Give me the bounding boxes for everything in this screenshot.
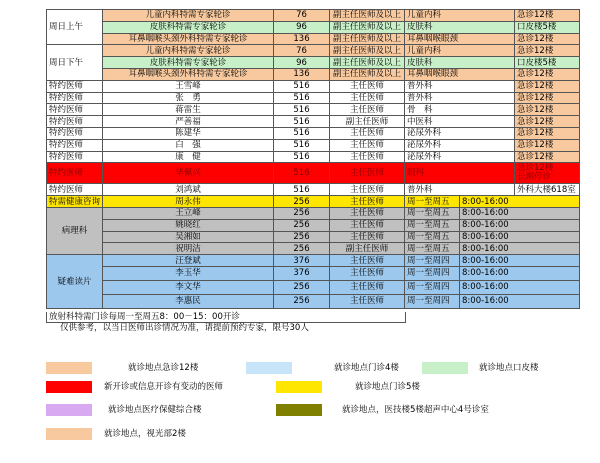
- dept-cell: 皮肤科特需专家轮诊: [103, 57, 274, 69]
- fee-cell: 256: [274, 231, 330, 243]
- service-cell: 普外科: [405, 184, 515, 196]
- days-cell: 周一至周五: [405, 196, 460, 208]
- title-cell: 副主任医师及以上: [330, 68, 405, 80]
- fee-cell: 516: [274, 92, 330, 104]
- doctor-cell: 王雪峰: [103, 80, 274, 92]
- days-cell: 周一至周四: [405, 255, 460, 267]
- session-cell: 特约医师: [47, 163, 103, 184]
- days-cell: 周一至周四: [405, 266, 460, 280]
- legend-swatch: [276, 404, 322, 416]
- table-row: [47, 196, 580, 208]
- service-cell: 耳鼻咽喉眼颈: [405, 68, 515, 80]
- session-cell: 特约医师: [47, 104, 103, 116]
- doctor-cell: 陈建华: [103, 127, 274, 139]
- session-cell: 周日上午: [47, 10, 103, 45]
- table-row: [47, 33, 580, 45]
- fee-cell: 96: [274, 21, 330, 33]
- table-row: [47, 231, 580, 243]
- title-cell: 副主任医师及以上: [330, 45, 405, 57]
- place-cell: 急诊12楼: [515, 127, 580, 139]
- fee-cell: 256: [274, 243, 330, 255]
- table-row: [47, 255, 580, 267]
- table-row: [47, 116, 580, 128]
- title-cell: 副主任医师: [330, 116, 405, 128]
- doctor-cell: 严善福: [103, 116, 274, 128]
- service-cell: 普外科: [405, 92, 515, 104]
- legend-label: 就诊地点，视光部2楼: [104, 429, 186, 439]
- place-cell: [515, 163, 580, 184]
- time-cell: 8:00-16:00: [460, 280, 580, 294]
- fee-cell: 256: [274, 219, 330, 231]
- table-row: [47, 92, 580, 104]
- doctor-cell: 张 勇: [103, 92, 274, 104]
- doctor-cell: 周永伟: [103, 196, 274, 208]
- doctor-cell: 白 强: [103, 139, 274, 151]
- table-row: [47, 127, 580, 139]
- title-cell: 主任医师: [330, 207, 405, 219]
- time-cell: 8:00-16:00: [460, 231, 580, 243]
- fee-cell: 96: [274, 57, 330, 69]
- place-cell: 急诊12楼: [515, 92, 580, 104]
- title-cell: 主任医师: [330, 219, 405, 231]
- place-cell: 急诊12楼: [515, 80, 580, 92]
- dept-cell: 儿童内科特需专家轮诊: [103, 45, 274, 57]
- service-cell: 中医科: [405, 116, 515, 128]
- doctor-cell: 祝明洁: [103, 243, 274, 255]
- fee-cell: 516: [274, 116, 330, 128]
- title-cell: 主任医师: [330, 231, 405, 243]
- title-cell: 副主任医师及以上: [330, 33, 405, 45]
- fee-cell: 256: [274, 196, 330, 208]
- fee-cell: 376: [274, 255, 330, 267]
- time-cell: 8:00-16:00: [460, 294, 580, 308]
- time-cell: 8:00-16:00: [460, 207, 580, 219]
- table-row: [47, 266, 580, 280]
- place-cell: 口皮楼5楼: [515, 57, 580, 69]
- doctor-cell: 华佩兴: [103, 163, 274, 184]
- title-cell: 主任医师: [330, 196, 405, 208]
- service-cell: 普外科: [405, 80, 515, 92]
- radiology-note: 放射科特需门诊每周一至周五8：00－15：00开诊: [46, 312, 406, 323]
- legend-label: 就诊地点口皮楼: [479, 363, 539, 373]
- table-row: [47, 163, 580, 184]
- table-row: [47, 139, 580, 151]
- doctor-cell: 王立峰: [103, 207, 274, 219]
- fee-cell: 256: [274, 207, 330, 219]
- service-cell: 儿童内科: [405, 10, 515, 22]
- legend-swatch: [46, 362, 92, 374]
- fee-cell: 516: [274, 163, 330, 184]
- dept-cell: 皮肤科特需专家轮诊: [103, 21, 274, 33]
- title-cell: 主任医师: [330, 280, 405, 294]
- table-row: [47, 207, 580, 219]
- days-cell: 周一至周四: [405, 280, 460, 294]
- doctor-cell: 康 健: [103, 151, 274, 163]
- doctor-cell: 姚晓红: [103, 219, 274, 231]
- fee-cell: 516: [274, 127, 330, 139]
- title-cell: 主任医师: [330, 92, 405, 104]
- title-cell: 主任医师: [330, 127, 405, 139]
- table-row: [47, 21, 580, 33]
- legend-swatch: [276, 381, 322, 393]
- legend-swatch: [46, 428, 92, 440]
- service-cell: 儿童内科: [405, 45, 515, 57]
- schedule-table: [46, 9, 580, 309]
- session-cell: 特需健康咨询: [47, 196, 103, 208]
- doctor-cell: 汪登斌: [103, 255, 274, 267]
- table-row: [47, 294, 580, 308]
- table-row: [47, 10, 580, 22]
- days-cell: 周一至周五: [405, 243, 460, 255]
- table-row: [47, 280, 580, 294]
- doctor-cell: 李文华: [103, 280, 274, 294]
- title-cell: 主任医师: [330, 294, 405, 308]
- legend-swatch: [46, 404, 92, 416]
- fee-cell: 376: [274, 266, 330, 280]
- title-cell: 副主任医师及以上: [330, 57, 405, 69]
- place-cell: 急诊12楼: [515, 10, 580, 22]
- days-cell: 周一至周四: [405, 294, 460, 308]
- title-cell: 主任医师: [330, 255, 405, 267]
- service-cell: 皮肤科: [405, 57, 515, 69]
- session-cell: 特约医师: [47, 92, 103, 104]
- title-cell: 主任医师: [330, 184, 405, 196]
- place-cell: 急诊12楼: [515, 68, 580, 80]
- doctor-cell: 李惠民: [103, 294, 274, 308]
- time-cell: 8:00-16:00: [460, 255, 580, 267]
- place-cell: 急诊12楼: [515, 151, 580, 163]
- days-cell: 周一至周五: [405, 219, 460, 231]
- place-cell: 急诊12楼: [515, 139, 580, 151]
- service-cell: 骨 科: [405, 104, 515, 116]
- legend-label: 就诊地点门诊4楼: [334, 363, 399, 373]
- disclaimer-note: 仅供参考，以当日医师出诊情况为准，请提前预约专家，限号30人: [60, 323, 309, 333]
- service-cell: 泌尿外科: [405, 127, 515, 139]
- time-cell: 8:00-16:00: [460, 219, 580, 231]
- table-row: [47, 243, 580, 255]
- title-cell: 主任医师: [330, 104, 405, 116]
- title-cell: 副主任医师及以上: [330, 21, 405, 33]
- fee-cell: 516: [274, 80, 330, 92]
- fee-cell: 516: [274, 139, 330, 151]
- service-cell: 皮肤科: [405, 21, 515, 33]
- place-cell: 外科大楼618室: [515, 184, 580, 196]
- title-cell: 副主任医师: [330, 243, 405, 255]
- legend-swatch: [246, 362, 292, 374]
- place-cell: 急诊12楼: [515, 116, 580, 128]
- fee-cell: 76: [274, 45, 330, 57]
- fee-cell: 136: [274, 68, 330, 80]
- days-cell: 周一至周五: [405, 231, 460, 243]
- place-cell: 口皮楼5楼: [515, 21, 580, 33]
- title-cell: 主任医师: [330, 80, 405, 92]
- table-row: [47, 80, 580, 92]
- legend-label: 新开诊或信息开诊有变动的医师: [104, 382, 224, 392]
- place-line: 急诊12楼: [517, 163, 554, 174]
- place-cell: 急诊12楼: [515, 104, 580, 116]
- legend-swatch: [46, 381, 92, 393]
- legend-swatch: [422, 362, 468, 374]
- table-row: [47, 219, 580, 231]
- fee-cell: 516: [274, 151, 330, 163]
- doctor-cell: 刘鸿斌: [103, 184, 274, 196]
- table-row: [47, 68, 580, 80]
- time-cell: 8:00-16:00: [460, 266, 580, 280]
- dept-cell: 耳鼻咽喉头颈外科特需专家轮诊: [103, 68, 274, 80]
- legend-label: 就诊地点，医技楼5楼超声中心4号诊室: [342, 405, 489, 415]
- doctor-cell: 吴湘如: [103, 231, 274, 243]
- table-row: [47, 57, 580, 69]
- title-cell: 主任医师: [330, 139, 405, 151]
- title-cell: 主任医师: [330, 163, 405, 184]
- session-cell: 病理科: [47, 207, 103, 254]
- title-cell: 主任医师: [330, 266, 405, 280]
- table-row: [47, 184, 580, 196]
- fee-cell: 516: [274, 104, 330, 116]
- place-cell: 急诊12楼: [515, 45, 580, 57]
- fee-cell: 76: [274, 10, 330, 22]
- session-cell: 特约医师: [47, 139, 103, 151]
- service-cell: 眼科: [405, 163, 515, 184]
- service-cell: 耳鼻咽喉眼颈: [405, 33, 515, 45]
- time-cell: 8:00-16:00: [460, 196, 580, 208]
- fee-cell: 516: [274, 184, 330, 196]
- session-cell: 疑难读片: [47, 255, 103, 309]
- service-cell: 泌尿外科: [405, 139, 515, 151]
- doctor-cell: 蒋雷生: [103, 104, 274, 116]
- table-row: [47, 104, 580, 116]
- session-cell: 特约医师: [47, 127, 103, 139]
- service-cell: 泌尿外科: [405, 151, 515, 163]
- status-line: 长期停诊: [517, 172, 552, 183]
- days-cell: 周一至周五: [405, 207, 460, 219]
- session-cell: 特约医师: [47, 184, 103, 196]
- title-cell: 主任医师: [330, 151, 405, 163]
- title-cell: 副主任医师及以上: [330, 10, 405, 22]
- legend-label: 就诊地点急诊12楼: [128, 363, 199, 373]
- session-cell: 周日下午: [47, 45, 103, 80]
- dept-cell: 耳鼻咽喉头颈外科特需专家轮诊: [103, 33, 274, 45]
- fee-cell: 256: [274, 280, 330, 294]
- legend-label: 就诊地点医疗保健综合楼: [108, 405, 202, 415]
- doctor-cell: 李玉华: [103, 266, 274, 280]
- fee-cell: 136: [274, 33, 330, 45]
- session-cell: 特约医师: [47, 116, 103, 128]
- fee-cell: 256: [274, 294, 330, 308]
- time-cell: 8:00-16:00: [460, 243, 580, 255]
- dept-cell: 儿童内科特需专家轮诊: [103, 10, 274, 22]
- table-row: [47, 151, 580, 163]
- table-row: [47, 45, 580, 57]
- place-cell: 急诊12楼: [515, 33, 580, 45]
- legend-label: 就诊地点门诊5楼: [355, 382, 420, 392]
- session-cell: 特约医师: [47, 80, 103, 92]
- session-cell: 特约医师: [47, 151, 103, 163]
